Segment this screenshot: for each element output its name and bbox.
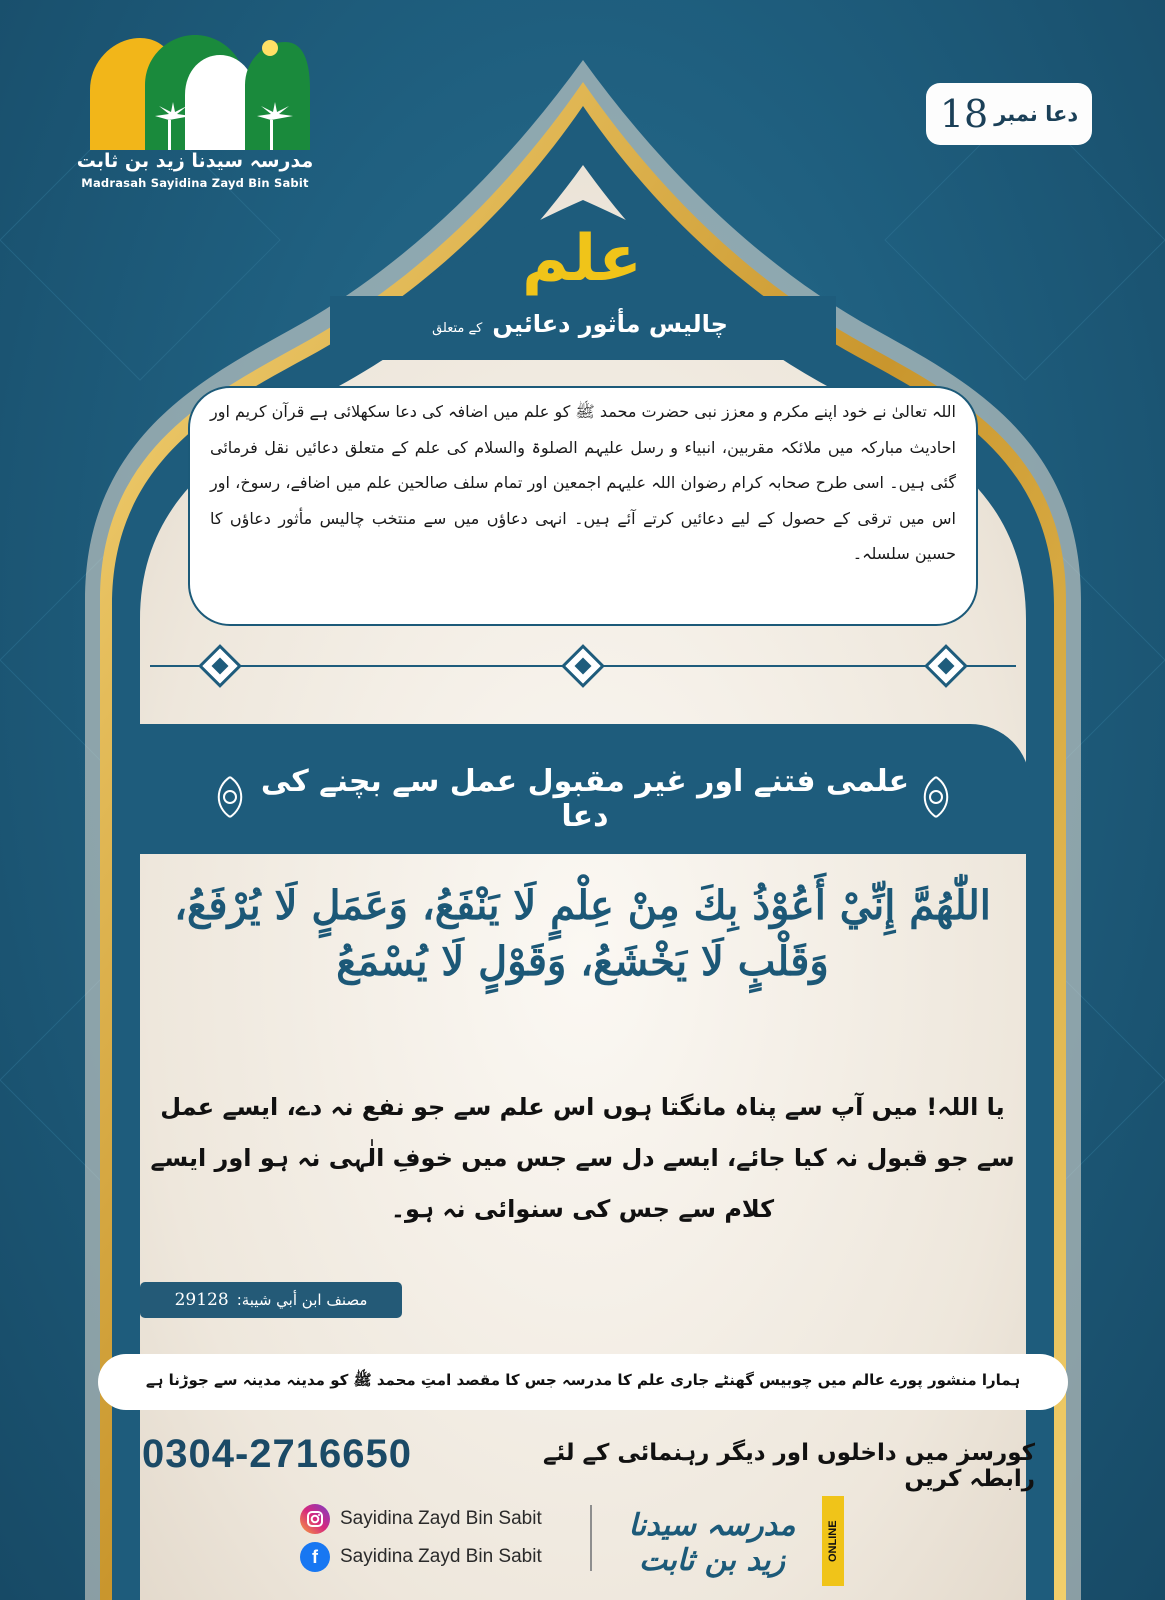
facebook-link[interactable] <box>300 1542 542 1572</box>
intro-text: اللہ تعالیٰ نے خود اپنے مکرم و معزز نبی حضرت محمد ﷺ کو علم میں اضافہ کی دعا سکھلائی ہے قرآن کریم اور احادیث مبارکہ میں ملائکہ مقربین، انبیاء و رسل علیہم الصلوۃ والسلام کی علم کے متعلق دعائیں نقل فرمائی گئی ہیں۔ اسی طرح صحابہ کرام رضوان اللہ علیہم اجمعین اور تمام سلف صالحین علم میں اضافے، رسوخ، اور اس میں ترقی کے حصول کے لیے دعائیں کرتے آئے ہیں۔ انہی دعاؤں میں سے منتخب چالیس مأثور دعاؤں کا حسین سلسلہ۔ <box>210 402 956 563</box>
dua-title: علمی فتنے اور غیر مقبول عمل سے بچنے کی دعا <box>260 764 910 834</box>
reference-number: 29128 <box>174 1290 229 1310</box>
subtitle-prefix: کے متعلق <box>432 321 483 336</box>
dua-arabic-text: اللّٰهُمَّ إِنِّيْ أَعُوْذُ بِكَ مِنْ عِلْمٍ لَا يَنْفَعُ، وَعَمَلٍ لَا يُرْفَعُ، وَقَلْبٍ لَا يَخْشَعُ، وَقَوْلٍ لَا يُسْمَعُ <box>174 882 991 985</box>
reference-badge <box>140 1282 402 1318</box>
dua-translation: یا اللہ! میں آپ سے پناہ مانگتا ہوں اس علم سے جو نفع نہ دے، ایسے عمل سے جو قبول نہ کیا جائے، ایسے دل سے جس میں خوفِ الٰہی نہ ہو اور ایسے کلام سے جس کی سنوائی نہ ہو۔ <box>150 1093 1015 1223</box>
contact-text: کورسز میں داخلوں اور دیگر رہنمائی کے لئے رابطہ کریں <box>542 1440 1035 1492</box>
facebook-handle: Sayidina Zayd Bin Sabit <box>340 1546 542 1567</box>
logo-urdu-name: مدرسہ سیدنا زید بن ثابت <box>76 150 314 172</box>
page-title: علم <box>521 222 643 296</box>
footer-logo-text: مدرسہ سیدنا زید بن ثابت <box>628 1508 796 1578</box>
logo-english-name: Madrasah Sayidina Zayd Bin Sabit <box>81 176 309 190</box>
dua-number-label: دعا نمبر <box>994 102 1079 126</box>
instagram-link[interactable] <box>300 1504 542 1534</box>
instagram-handle: Sayidina Zayd Bin Sabit <box>340 1508 542 1529</box>
online-tag: ONLINE <box>822 1496 844 1586</box>
dua-number: 18 <box>939 92 989 136</box>
mission-statement: ہمارا منشور پورے عالم میں چوبیس گھنٹے جاری علم کا مدرسہ جس کا مقصد امتِ محمد ﷺ کو مدینہ مدینہ سے جوڑنا ہے <box>98 1354 1068 1410</box>
ornament-left-icon <box>210 772 250 822</box>
facebook-icon: f <box>300 1542 330 1572</box>
page-subtitle <box>380 310 780 338</box>
phone-number[interactable]: 0304-2716650 <box>142 1432 413 1476</box>
instagram-icon <box>300 1504 330 1534</box>
subtitle-main: چالیس مأثور دعائیں <box>492 310 728 338</box>
footer-divider <box>590 1505 592 1571</box>
dua-number-badge <box>926 83 1092 145</box>
reference-label: مصنف ابن أبي شيبة: <box>236 1291 368 1309</box>
